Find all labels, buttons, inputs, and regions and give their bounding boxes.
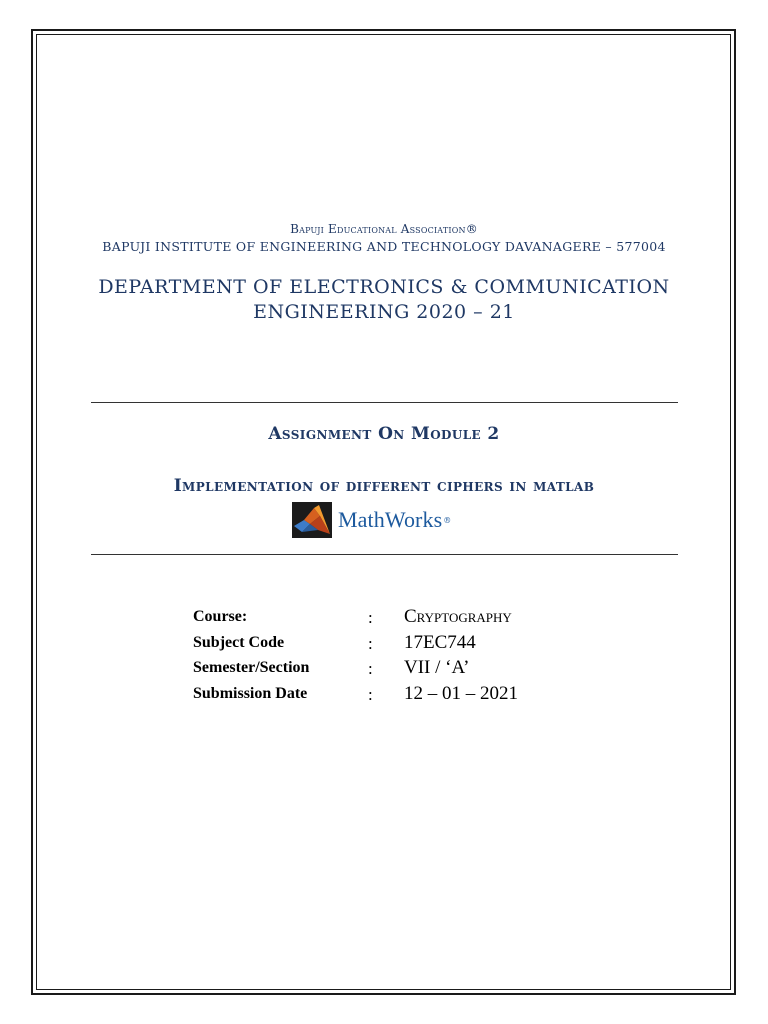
department-line-1: DEPARTMENT OF ELECTRONICS & COMMUNICATION xyxy=(98,276,670,298)
subject-code-label: Subject Code xyxy=(193,633,285,651)
logo-wordmark: MathWorks xyxy=(338,507,443,532)
course-label: Course: xyxy=(193,608,248,625)
detail-colon: : xyxy=(368,659,373,678)
association-name: Bapuji Educational Association® xyxy=(290,222,478,236)
detail-colon: : xyxy=(368,608,373,627)
logo-registered-mark: ® xyxy=(443,515,452,525)
subject-code-value: 17EC744 xyxy=(404,631,476,653)
divider-top xyxy=(91,402,678,403)
department-heading xyxy=(0,275,768,325)
submission-date-value: 12 – 01 – 2021 xyxy=(404,682,518,704)
semester-value: VII / ‘A’ xyxy=(404,657,470,678)
divider-bottom xyxy=(91,554,678,555)
institute-name: BAPUJI INSTITUTE OF ENGINEERING AND TECHNOLOGY DAVANAGERE – 577004 xyxy=(102,239,666,254)
department-line-2: ENGINEERING 2020 – 21 xyxy=(253,301,515,323)
semester-label: Semester/Section xyxy=(193,659,310,676)
submission-date-label: Submission Date xyxy=(193,684,308,702)
detail-colon: : xyxy=(368,684,373,704)
assignment-title: Assignment On Module 2 xyxy=(268,424,500,444)
implementation-title: Implementation of different ciphers in matlab xyxy=(173,476,595,496)
course-value: Cryptography xyxy=(404,606,512,627)
matlab-membrane-icon xyxy=(292,502,332,538)
detail-colon: : xyxy=(368,633,373,653)
mathworks-logo xyxy=(292,502,482,538)
